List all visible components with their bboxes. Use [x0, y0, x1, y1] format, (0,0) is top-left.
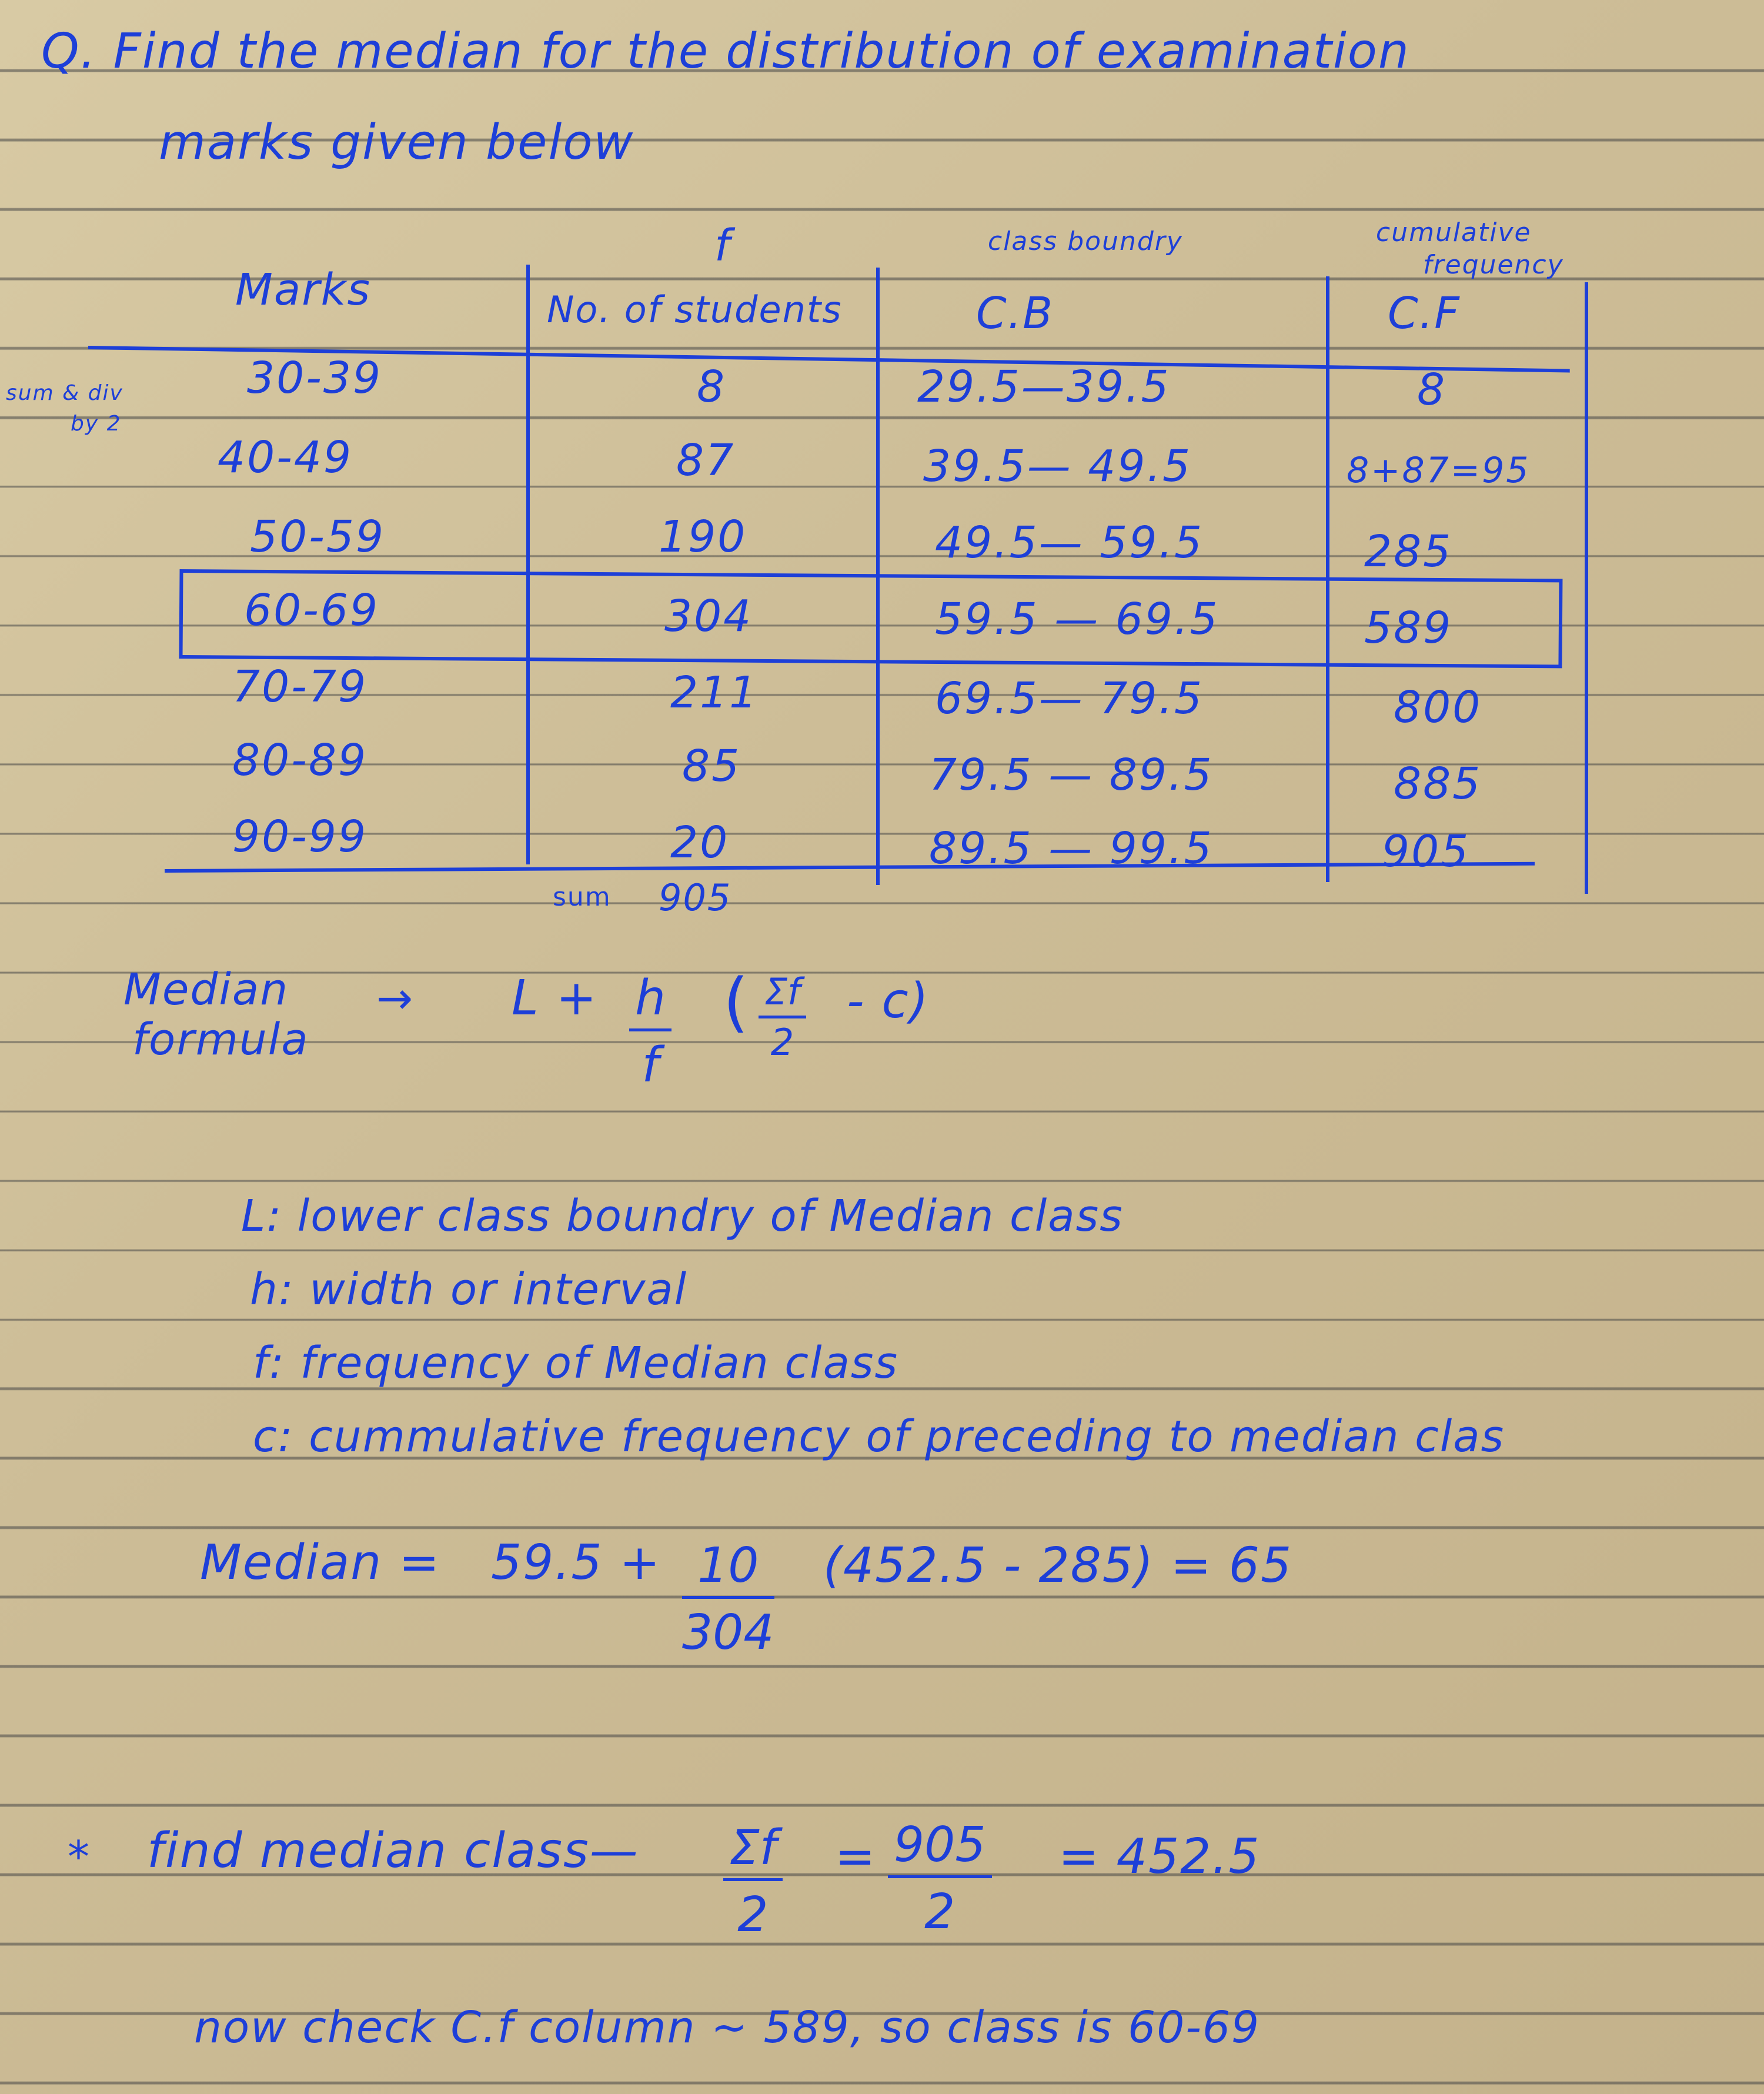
cell-cb: 69.5— 79.5 [935, 673, 1204, 724]
cell-students: 8 [697, 362, 727, 412]
calc-lead: 59.5 + [491, 1535, 662, 1591]
cell-marks: 30-39 [247, 353, 383, 403]
formula-label-1: Median [123, 964, 289, 1015]
cell-students: 211 [670, 667, 759, 718]
cell-students: 85 [682, 741, 741, 791]
cell-cf: 8 [1417, 365, 1447, 415]
cell-cf: 8+87=95 [1347, 450, 1531, 491]
check-cf-line: now check C.f column ~ 589, so class is 60-69 [194, 2002, 1261, 2053]
find-two: 2 [737, 1887, 769, 1943]
formula-h-over-f [629, 970, 671, 1093]
find-905-over-2 [888, 1817, 992, 1940]
formula-arrow: → [376, 973, 415, 1024]
header-class-boundary-label: class boundry [988, 226, 1183, 256]
calc-fraction [682, 1538, 774, 1661]
cell-cf: 800 [1394, 682, 1482, 733]
column-divider-4 [1585, 282, 1588, 894]
sum-divide-note-2: by 2 [71, 412, 122, 436]
question-line-1: Q. Find the median for the distribution of examination [41, 24, 1410, 79]
formula-h: h [629, 970, 671, 1031]
question-line-2: marks given below [159, 115, 634, 171]
formula-label-2: formula [132, 1014, 309, 1065]
cell-cb: 49.5— 59.5 [935, 517, 1204, 568]
header-cf: C.F [1388, 288, 1461, 339]
cell-marks: 90-99 [232, 811, 368, 862]
sum-label: sum [553, 882, 612, 912]
find-sigma-over-2 [723, 1820, 783, 1943]
header-students: No. of students [547, 288, 843, 331]
header-cf-label-1: cumulative [1376, 218, 1532, 248]
sum-value: 905 [659, 876, 732, 919]
cell-marks: 60-69 [244, 585, 380, 636]
cell-students: 190 [659, 512, 747, 562]
formula-open-paren: ( [723, 964, 750, 1040]
formula-tail: - c) [847, 973, 930, 1029]
definition-c: c: cummulative frequency of preceding to median clas [253, 1411, 1505, 1462]
find-eq-2: = 452.5 [1058, 1829, 1261, 1885]
cell-cb: 59.5 — 69.5 [935, 594, 1220, 644]
cell-marks: 50-59 [250, 512, 386, 562]
cell-students: 87 [676, 435, 736, 486]
formula-lead: L + [512, 970, 598, 1026]
find-den-2: 2 [924, 1884, 956, 1940]
column-divider-1 [526, 265, 530, 864]
cell-students: 304 [664, 591, 753, 642]
header-cb: C.B [976, 288, 1054, 339]
find-905: 905 [888, 1817, 992, 1878]
find-sigma-f: Σf [723, 1820, 783, 1881]
cell-marks: 80-89 [232, 735, 368, 786]
definition-h: h: width or interval [250, 1264, 688, 1315]
cell-cb: 39.5— 49.5 [923, 441, 1192, 492]
cell-cf: 589 [1364, 603, 1453, 653]
definition-L: L: lower class boundry of Median class [241, 1191, 1124, 1241]
sum-divide-note: sum & div [6, 381, 123, 405]
cell-cf: 905 [1382, 826, 1471, 877]
formula-two: 2 [770, 1021, 794, 1064]
header-f: f [714, 221, 731, 271]
find-eq-1: = [835, 1829, 877, 1885]
cell-cb: 29.5—39.5 [917, 362, 1171, 412]
definition-f: f: frequency of Median class [253, 1338, 899, 1388]
cell-cb: 79.5 — 89.5 [929, 750, 1214, 800]
formula-f: f [642, 1037, 659, 1093]
formula-sigma-f: Σf [759, 970, 806, 1018]
calc-tail: (452.5 - 285) = 65 [823, 1538, 1293, 1594]
cell-cf: 885 [1394, 759, 1482, 809]
calc-numerator: 10 [682, 1538, 774, 1599]
find-class-text: find median class— [147, 1823, 639, 1879]
calc-label: Median = [200, 1535, 441, 1591]
median-class-box [179, 569, 1562, 668]
cell-marks: 40-49 [218, 432, 353, 483]
formula-sigma-over-2 [759, 970, 806, 1064]
cell-marks: 70-79 [232, 662, 368, 712]
header-marks: Marks [235, 265, 372, 315]
cell-cf: 285 [1364, 526, 1453, 577]
header-cf-label-2: frequency [1423, 250, 1564, 280]
star-bullet: * [68, 1832, 91, 1882]
cell-students: 20 [670, 817, 730, 868]
cell-cb: 89.5 — 99.5 [929, 823, 1214, 874]
calc-denominator: 304 [682, 1605, 774, 1661]
